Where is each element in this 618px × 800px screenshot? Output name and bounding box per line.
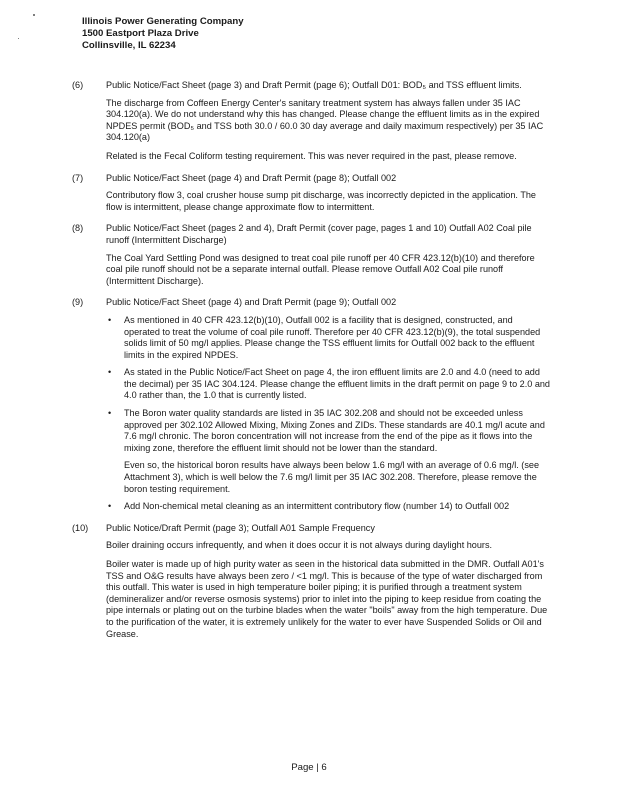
item-number: (8): [72, 223, 84, 234]
comment-item-6: [72, 80, 550, 163]
bullet-icon: •: [108, 314, 112, 325]
item-paragraph: The Coal Yard Settling Pond was designed to treat coal pile runoff per 40 CFR 423.12(b)(10) and therefore coal pile runoff should not be a separate internal outfall. Please remove Outfall A02 Coal pile runoff (Intermittent Discharge).: [106, 252, 535, 286]
item-number: (10): [72, 522, 89, 533]
scan-speck: [18, 38, 19, 39]
scan-speck: [33, 14, 35, 16]
street-address: 1500 Eastport Plaza Drive: [82, 27, 199, 39]
item-paragraph: Contributory flow 3, coal crusher house sump pit discharge, was incorrectly depicted in the application. The flow is intermittent, please change approximate flow to intermittent.: [106, 190, 536, 212]
item-paragraph: Boiler water is made up of high purity water as seen in the historical data submitted in the DMR. Outfall A01's TSS and O&G results have always been zero / <1 mg/l. This is because of the type of water discharged from this outfall. This water is used in high temperature boiler piping; it is purified through a treatment system (demineralizer and/or reverse osmosis systems) prior to inlet into the piping to keep residue from coating the pipe internals or plating out on the turbine blades when the water "boils" away from the high temperature. Due to the purification of the water, it is extremely unlikely for the water to ever have Suspended Solids or Oil and Grease.: [106, 559, 548, 639]
item-heading: Public Notice/Fact Sheet (pages 2 and 4), Draft Permit (cover page, pages 1 and 10) Outfall A02 Coal pile runoff (Intermittent Discharge): [106, 223, 532, 245]
item-heading: Public Notice/Fact Sheet (page 4) and Draft Permit (page 8); Outfall 002: [106, 172, 397, 183]
comment-item-8: [72, 223, 550, 287]
bullet-icon: •: [108, 408, 112, 419]
comment-item-7: [72, 173, 550, 214]
item-heading: Public Notice/Fact Sheet (page 3) and Draft Permit (page 6); Outfall D01: BOD₅ and TSS effluent limits.: [106, 80, 522, 90]
bullet-icon: •: [108, 501, 112, 512]
city-state-zip: Collinsville, IL 62234: [82, 39, 176, 51]
bullet-text: The Boron water quality standards are listed in 35 IAC 302.208 and should not be exceeded unless approved per 302.102 Allowed Mixing, Mixing Zones and ZIDs. These standards are 40.1 mg/l acute and 7.6 mg/l chronic. The boron concentration will not increase from the end of the pipe as it flows into the mixing zone, therefore the effluent limit should not be lower than the standard.: [124, 408, 545, 453]
bullet-text: As mentioned in 40 CFR 423.12(b)(10), Outfall 002 is a facility that is designed, constructed, and operated to treat the volume of coal pile runoff. Therefore per 40 CFR 423.12(b)(9), the total suspended solids limit of 50 mg/l applies. Please change the TSS effluent limits for Outfall 002 back to the effluent limits in the expired NPDES.: [124, 314, 541, 360]
comment-list: [72, 80, 550, 650]
bullet-text: As stated in the Public Notice/Fact Sheet on page 4, the iron effluent limits are 2.0 and 4.0 (need to add the decimal) per 35 IAC 304.124. Please change the effluent limits in the draft permit on page 9 to 2.0 and 4.0 rather than, the 1.0 that is currently listed.: [124, 367, 550, 401]
bullet-continuation: Even so, the historical boron results have always been below 1.6 mg/l with an average of 0.6 mg/l. (see Attachment 3), which is well below the 7.6 mg/l limit per 35 IAC 302.208. Therefore, please remove the boron testing requirement.: [124, 460, 540, 494]
bullet-icon: •: [108, 367, 112, 378]
bullet-item: [106, 408, 550, 454]
bullet-list: [106, 501, 550, 513]
comment-item-9: [72, 297, 550, 513]
company-name: Illinois Power Generating Company: [82, 16, 244, 27]
bullet-item: [106, 315, 550, 361]
bullet-text: Add Non-chemical metal cleaning as an intermittent contributory flow (number 14) to Outfall 002: [124, 501, 510, 512]
item-heading: Public Notice/Draft Permit (page 3); Outfall A01 Sample Frequency: [106, 522, 375, 533]
item-paragraph: Related is the Fecal Coliform testing requirement. This was never required in the past, please remove.: [106, 150, 517, 161]
comment-item-10: [72, 523, 550, 640]
letterhead: [82, 16, 244, 51]
item-number: (7): [72, 172, 84, 183]
page-number: Page | 6: [291, 762, 327, 773]
bullet-item: [106, 367, 550, 402]
item-number: (6): [72, 80, 84, 90]
bullet-item: [106, 501, 550, 513]
item-number: (9): [72, 297, 84, 308]
item-heading: Public Notice/Fact Sheet (page 4) and Draft Permit (page 9); Outfall 002: [106, 297, 397, 308]
item-paragraph: Boiler draining occurs infrequently, and when it does occur it is not always during daylight hours.: [106, 540, 493, 551]
item-paragraph: The discharge from Coffeen Energy Center's sanitary treatment system has always fallen under 35 IAC 304.120(a). We do not understand why this has changed. Please change the effluent limits as in the expired NPDES permit (BOD₅ and TSS both 30.0 / 60.0 30 day average and daily maximum respectively) per 35 IAC 304.120(a): [106, 97, 544, 143]
bullet-list: [106, 315, 550, 455]
